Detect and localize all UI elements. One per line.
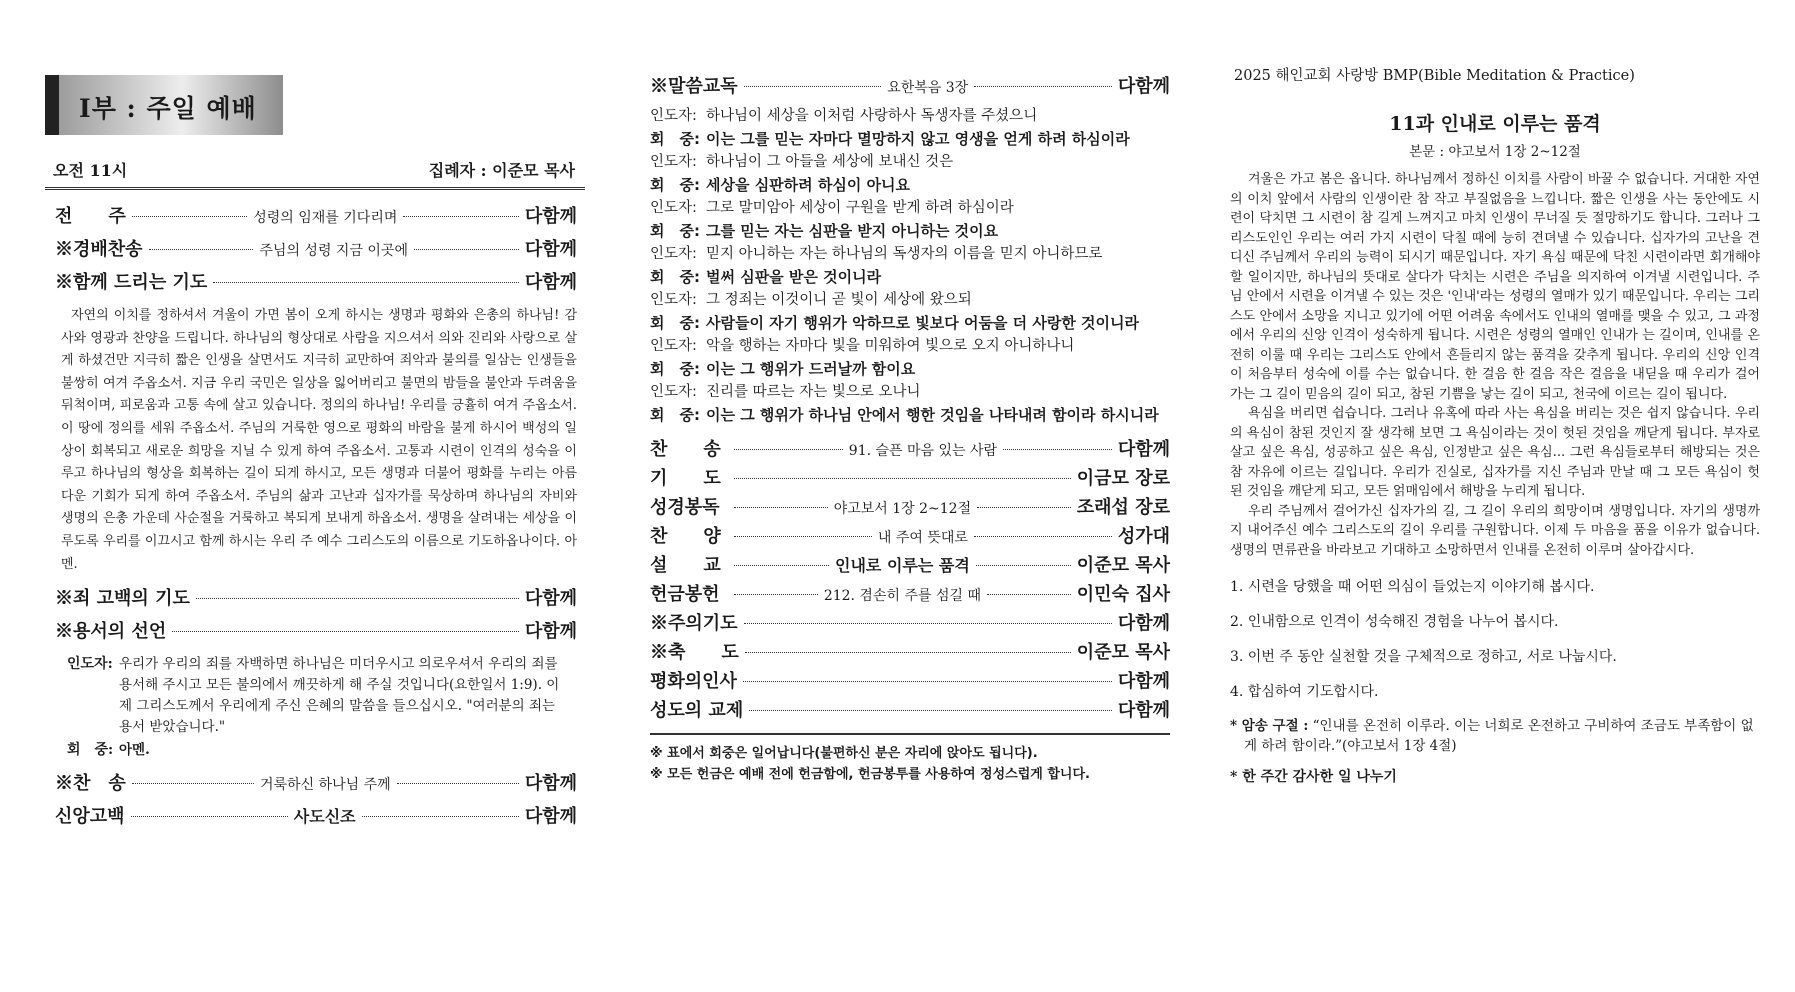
reading-speaker: 인도자: bbox=[650, 108, 697, 124]
order-item: 성도의 교제 다함께 bbox=[650, 700, 1170, 721]
absolution bbox=[67, 654, 585, 761]
section-title: I부 : 주일 예배 bbox=[79, 94, 257, 123]
question: 4. 합심하여 기도합시다. bbox=[1230, 684, 1379, 700]
service-info bbox=[45, 158, 585, 190]
reading-text: 벌써 심판을 받은 것이니라 bbox=[706, 268, 882, 286]
note: ※ 표에서 회중은 일어납니다(불편하신 분은 자리에 앉아도 됩니다). bbox=[650, 746, 1038, 761]
reading-speaker: 회 중: bbox=[650, 268, 700, 286]
reading-line bbox=[650, 151, 1170, 174]
opening-prayer-text: 자연의 이치를 정하셔서 겨울이 가면 봄이 오게 하시는 생명과 평화와 은총의 하나님! 감사와 영광과 찬양을 드립니다. 하나님의 형상대로 사람을 지으셔서 의와 진리와 사랑으로 살게 하셨건만 지극히 짧은 인생을 살면서도 지극히 교만하여 죄악과 불의를 일삼는 인생들을 불쌍히 여겨 주옵소서. 지금 우리 국민은 일상을 잃어버리고 불면의 밤들을 불안과 두려움을 뒤척이며, 피로움과 고통 속에 살고 있습니다. 정의의 하나님! 우리를 긍휼히 여겨 주옵소서. 이 땅에 정의를 세워 주옵소서. 주님의 거룩한 영으로 평화의 바람을 불게 하시어 백성의 일상이 회복되고 새로운 희망을 지닐 수 있게 하여 주옵소서. 고통과 시련이 인격의 성숙을 이루고 하나님의 형상을 회복하는 길이 되게 하시고, 모든 생명과 더불어 평화를 누리는 아름다운 기회가 되게 하여 주옵소서. 주님의 삶과 고난과 십자가를 묵상하며 하나님의 자비와 생명의 은총 가운데 사순절을 거룩하고 복되게 보내게 하옵소서. 생명을 살려내는 세상을 이루도록 우리를 이끄시고 함께 하시는 우리 주 예수 그리스도의 이름으로 기도하옵나이다. 아멘. bbox=[61, 308, 578, 572]
order-list-1 bbox=[45, 190, 585, 301]
reading-line bbox=[650, 312, 1170, 335]
order-list-4 bbox=[650, 435, 1170, 725]
order-item: ※경배찬송 주님의 성령 지금 이곳에 다함께 bbox=[55, 239, 578, 260]
order-item: ※찬 송 거룩하신 하나님 주께 다함께 bbox=[55, 773, 578, 795]
question: 2. 인내함으로 인격이 성숙해진 경험을 나누어 봅시다. bbox=[1230, 614, 1559, 630]
worship-order-part2 bbox=[650, 72, 1170, 785]
reading-speaker: 인도자: bbox=[650, 384, 697, 400]
reading-text: 하나님이 그 아들을 세상에 보내신 것은 bbox=[706, 154, 954, 170]
reading-text: 악을 행하는 자마다 빛을 미워하여 빛으로 오지 아니하나니 bbox=[706, 338, 1075, 354]
service-time: 오전 11시 bbox=[53, 161, 128, 180]
reading-speaker: 회 중: bbox=[650, 176, 700, 194]
reading-speaker: 인도자: bbox=[650, 292, 697, 308]
reading-speaker: 회 중: bbox=[650, 406, 700, 424]
reading-text: 그를 믿는 자는 심판을 받지 아니하는 것이요 bbox=[706, 222, 999, 240]
congregation-text: 아멘. bbox=[119, 742, 150, 759]
reading-text: 세상을 심판하려 하심이 아니요 bbox=[706, 176, 911, 194]
note: ※ 모든 헌금은 예배 전에 헌금함에, 헌금봉투를 사용하여 정성스럽게 합니다. bbox=[650, 767, 1090, 782]
reading-speaker: 인도자: bbox=[650, 154, 697, 170]
order-item: ※주의기도 다함께 bbox=[650, 613, 1170, 634]
reading-text: 이는 그 행위가 드러날까 함이요 bbox=[706, 360, 916, 378]
question: 1. 시련을 당했을 때 어떤 의심이 들었는지 이야기해 봅시다. bbox=[1230, 579, 1595, 595]
lesson-title: 11과 인내로 이루는 품격 bbox=[1389, 113, 1601, 135]
question: 3. 이번 주 동안 실천할 것을 구체적으로 정하고, 서로 나눕시다. bbox=[1230, 649, 1617, 665]
order-item: 평화의인사 다함께 bbox=[650, 671, 1170, 692]
reading-line bbox=[650, 404, 1170, 427]
reading-text: 진리를 따르는 자는 빛으로 오나니 bbox=[706, 384, 921, 400]
reading-line bbox=[650, 174, 1170, 197]
reading-line bbox=[650, 358, 1170, 381]
reading-text: 이는 그를 믿는 자마다 멸망하지 않고 영생을 얻게 하려 하심이라 bbox=[706, 130, 1130, 148]
worship-order-part1 bbox=[45, 75, 585, 835]
section-banner bbox=[45, 75, 283, 135]
reading-speaker: 회 중: bbox=[650, 314, 700, 332]
thanks-sharing: * 한 주간 감사한 일 나누기 bbox=[1230, 769, 1397, 785]
reading-speaker: 인도자: bbox=[650, 338, 697, 354]
order-item: 신앙고백 사도신조 다함께 bbox=[55, 806, 577, 828]
reading-line bbox=[650, 266, 1170, 289]
leader-text: 우리가 우리의 죄를 자백하면 하나님은 미더우시고 의로우셔서 우리의 죄를 용서해 주시고 모든 불의에서 깨끗하게 해 주실 것입니다(요한일서 1:9). 이제 그리스도께서 우리에게 주신 은혜의 말씀을 들으십시오. "여러분의 죄는 용서 받았습니다." bbox=[119, 656, 560, 736]
order-item: 찬 송 91. 슬픈 마음 있는 사람 다함께 bbox=[650, 439, 1170, 460]
reading-text: 믿지 아니하는 자는 하나님의 독생자의 이름을 믿지 아니하므로 bbox=[706, 246, 1103, 262]
congregation-label: 회 중: bbox=[67, 742, 114, 759]
lesson-essay bbox=[1230, 170, 1760, 560]
order-item: ※용서의 선언 다함께 bbox=[55, 621, 577, 643]
order-item: ※함께 드리는 기도 다함께 bbox=[55, 272, 577, 293]
discussion-questions bbox=[1230, 576, 1760, 701]
reading-speaker: 회 중: bbox=[650, 130, 700, 148]
bmp-lesson bbox=[1230, 64, 1760, 786]
reading-line bbox=[650, 335, 1170, 358]
memory-text: “인내를 온전히 이루라. 이는 너희로 온전하고 구비하여 조금도 부족함이 없게 하려 함이라.”(야고보서 1장 4절) bbox=[1244, 718, 1754, 754]
reading-line bbox=[650, 289, 1170, 312]
essay-paragraph: 겨울은 가고 봄은 옵니다. 하나님께서 정하신 이치를 사람이 바꿀 수 없습니다. 거대한 자연의 이치 앞에서 사람의 인생이란 참 작고 부질없음을 느낍니다. 짧은 인생을 사는 동안에도 시련이 닥치면 그 시련이 참 길게 느껴지고 마치 인생이 무너질 듯 절망하기도 합니다. 그러나 그리스도인인 우리는 여러 가지 시련이 닥칠 때에 능히 견뎌낼 수 있습니다. 십자가의 고난을 견디신 주님께서 우리의 능력이 되시기 때문입니다. 자기 욕심 때문에 닥친 시련이라면 회개해야 할 일이지만, 하나님의 뜻대로 살다가 닥치는 시련은 주님을 의지하여 이겨낼 시련입니다. 주님 안에서 시련을 이겨낼 수 있는 것은 '인내'라는 성령의 열매가 있기 때문입니다. 우리는 그리스도 안에서 소망을 지니고 있기에 어떤 어려움 속에서도 인내의 열매를 맺을 수 있고, 그 과정에서 우리의 신앙 인격이 성숙하게 됩니다. 시련은 성령의 열매인 인내가 는 길이며, 인내를 온전히 이룰 때 우리는 그리스도 안에서 흔들리지 않는 품격을 갖추게 됩니다. 우리의 신앙 인격이 처음부터 성숙에 이를 수는 없습니다. 한 걸음 한 걸음 작은 걸음을 내딛을 때 우리가 걸어가는 그 길이 믿음의 길이 되고, 참된 기쁨을 낳는 길이 되고, 천국에 이르는 길이 됩니다. bbox=[1230, 172, 1760, 402]
reading-text: 그 정죄는 이것이니 곧 빛이 세상에 왔으되 bbox=[706, 292, 972, 308]
notes bbox=[650, 733, 1170, 785]
reading-text: 이는 그 행위가 하나님 안에서 행한 것임을 나타내려 함이라 하시니라 bbox=[706, 406, 1159, 424]
responsive-reading bbox=[650, 105, 1170, 427]
reading-line bbox=[650, 220, 1170, 243]
lesson-subtitle: 본문 : 야고보서 1장 2~12절 bbox=[1409, 144, 1581, 160]
order-item: 성경봉독 야고보서 1장 2~12절 조래섭 장로 bbox=[650, 497, 1170, 518]
memory-label: * 암송 구절 : bbox=[1230, 718, 1309, 734]
reading-text: 사람들이 자기 행위가 악하므로 빛보다 어둠을 더 사랑한 것이니라 bbox=[706, 314, 1140, 332]
reading-speaker: 인도자: bbox=[650, 246, 697, 262]
leader-label: 인도자: bbox=[67, 656, 113, 673]
service-leader: 집례자 : 이준모 목사 bbox=[428, 161, 575, 180]
reading-speaker: 인도자: bbox=[650, 200, 697, 216]
reading-speaker: 회 중: bbox=[650, 360, 700, 378]
bmp-header: 2025 해인교회 사랑방 BMP(Bible Meditation & Practice) bbox=[1234, 68, 1635, 84]
responsive-reading-header: ※말씀교독 요한복음 3장 다함께 bbox=[650, 76, 1170, 97]
order-list-2 bbox=[45, 576, 585, 650]
reading-text: 그로 말미암아 세상이 구원을 받게 하려 하심이라 bbox=[706, 200, 1014, 216]
reading-speaker: 회 중: bbox=[650, 222, 700, 240]
reading-line bbox=[650, 243, 1170, 266]
order-item: ※죄 고백의 기도 다함께 bbox=[55, 588, 577, 610]
reading-text: 하나님이 세상을 이처럼 사랑하사 독생자를 주셨으니 bbox=[706, 108, 1038, 124]
essay-paragraph: 욕심을 버리면 쉽습니다. 그러나 유혹에 따라 사는 욕심을 버리는 것은 쉽지 않습니다. 우리의 욕심이 참된 것인지 잘 생각해 보면 그 욕심이라는 것이 헛된 것임을 깨닫게 됩니다. 부자로 살고 싶은 욕심, 성공하고 싶은 욕심, 인정받고 싶은 욕심... 그런 욕심들로부터 해방되는 것은 참 자유에 이르는 길입니다. 우리가 진실로, 십자가를 지신 주님과 만날 때 그 모든 욕심이 헛된 것임을 깨닫게 되고, 모든 얽매임에서 해방을 누리게 됩니다. bbox=[1230, 406, 1760, 499]
order-item: 설 교 인내로 이루는 품격 이준모 목사 bbox=[650, 555, 1171, 576]
order-list-3 bbox=[45, 761, 585, 835]
reading-line bbox=[650, 128, 1170, 151]
reading-line bbox=[650, 197, 1170, 220]
order-item: ※축 도 이준모 목사 bbox=[650, 642, 1170, 663]
essay-paragraph: 우리 주님께서 걸어가신 십자가의 길, 그 길이 우리의 희망이며 생명입니다. 자기의 생명까지 내어주신 예수 그리스도의 길이 우리를 구원합니다. 이제 두 마음을 품을 이유가 없습니다. 생명의 면류관을 바라보고 기대하고 소망하면서 인내를 온전히 이루며 살아갑시다. bbox=[1230, 503, 1760, 558]
memory-verse bbox=[1230, 716, 1760, 756]
order-item: 헌금봉헌 212. 겸손히 주를 섬길 때 이민숙 집사 bbox=[650, 584, 1171, 605]
order-item: 기 도 이금모 장로 bbox=[650, 468, 1170, 489]
reading-line bbox=[650, 381, 1170, 404]
order-item: 찬 양 내 주여 뜻대로 성가대 bbox=[650, 526, 1170, 547]
order-item: 전 주 성령의 임재를 기다리며 다함께 bbox=[55, 206, 577, 227]
reading-line bbox=[650, 105, 1170, 128]
